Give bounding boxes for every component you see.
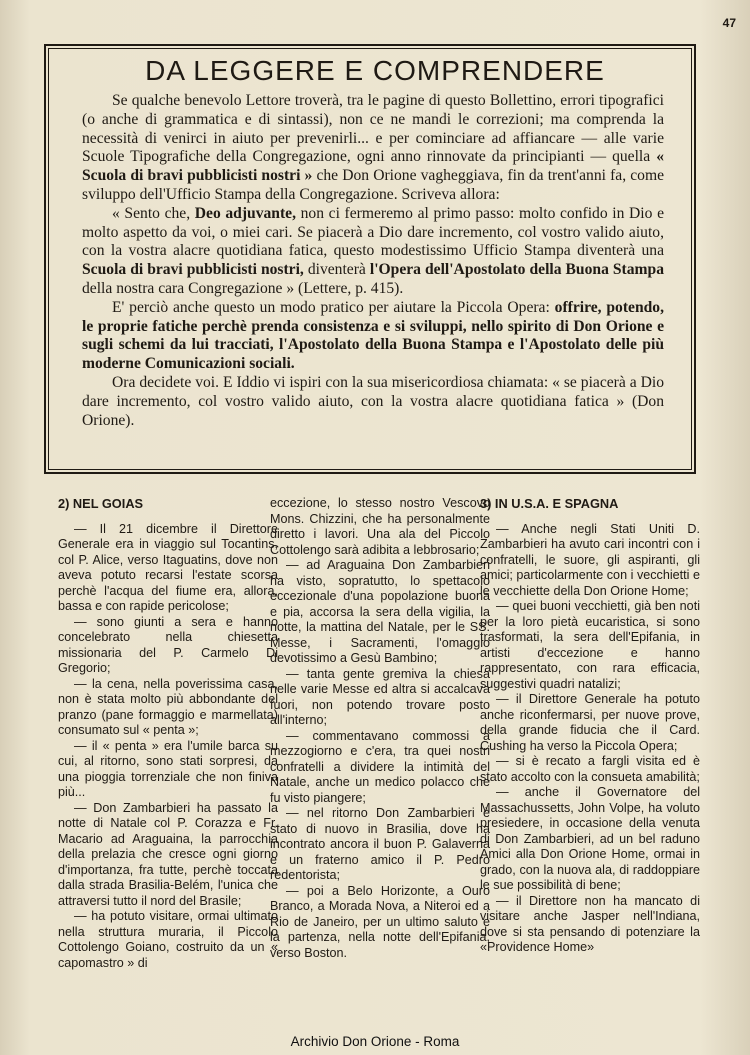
box-paragraph-4: Ora decidete voi. E Iddio vi ispiri con la sua misericordiosa chiamata: « se piacerà a Dio dare incremento, col vostro valido aiuto, con la vostra alacre quotidiana fatica » (Don Orione). (82, 373, 664, 429)
column-3-paragraph: — quei buoni vecchietti, già ben noti per la loro pietà eucaristica, si sono trasformati, la sera dell'Epifania, in artisti d'eccezione e hanno rappresentato, con rara efficacia, suggestivi quadri natalizi; (480, 599, 700, 691)
box-body (82, 92, 664, 430)
column-3-paragraph: — Anche negli Stati Uniti D. Zambarbieri ha avuto cari incontri con i confratelli, le suore, gli aspiranti, gli amici; particolarmente con i vecchietti e le vecchiette della Don Orione Home; (480, 521, 700, 598)
column-1-paragraph: — la cena, nella poverissima casa, non è stata molto più abbondante del pranzo (pane formaggio e marmellata) consumato sul « penta »; (58, 676, 278, 737)
box-paragraph-2: « Sento che, Deo adjuvante, non ci fermeremo al primo passo: molto confido in Dio e molto aspetto da voi, o miei cari. Se piacerà a Dio dare incremento, col vostro valido aiuto, con la vostra alacre quotidiana fatica, questo modestissimo Ufficio Stampa diventerà una Scuola di bravi pubblicisti nostri, diventerà l'Opera dell'Apostolato della Buona Stampa della nostra cara Congregazione » (Lettere, p. 415). (82, 204, 664, 297)
page-number: 47 (722, 16, 736, 30)
column-2 (270, 496, 490, 961)
column-2-paragraph: — commentavano commossi a mezzogiorno e c'era, tra quei nostri confratelli a dividere la intimità del Natale, anche un medico polacco che fu visto piangere; (270, 728, 490, 805)
column-2-paragraph: — ad Araguaina Don Zambarbieri ha visto, sopratutto, lo spettacolo eccezionale d'una popolazione buona e pia, accorsa la sera della vigilia, la notte, la mattina del Natale, per le SS. Messe, i Sacramenti, l'omaggio devotissimo a Gesù Bambino; (270, 558, 490, 665)
column-1-heading: 2) NEL GOIAS (58, 496, 144, 511)
column-3-paragraph: — il Direttore Generale ha potuto anche riconfermarsi, per nuove prove, della grande fiducia che il Card. Cushing ha verso la Piccola Opera; (480, 692, 700, 753)
column-1-paragraph: — il « penta » era l'umile barca su cui, al ritorno, sono stati sorpresi, da una pioggia torrenziale che non finiva più... (58, 738, 278, 799)
archive-footer: Archivio Don Orione - Roma (290, 1034, 460, 1049)
column-3 (480, 496, 700, 956)
column-1-paragraph: — Il 21 dicembre il Direttore Generale era in viaggio sul Tocantins, col P. Alice, verso Itaguatins, dove non aveva potuto recarsi l'estate scorsa perchè l'acqua del fiume era, allora, bassa e con rapide pericolose; (58, 521, 278, 613)
column-1-paragraph: — ha potuto visitare, ormai ultimato nella struttura muraria, il Piccolo Cottolengo Goiano, costruito da un « capomastro » di (58, 909, 278, 970)
box-paragraph-3: E' perciò anche questo un modo pratico per aiutare la Piccola Opera: offrire, potendo, le proprie fatiche perchè prenda consistenza e si sviluppi, nello spirito di Don Orione e sugli schemi da lui tracciati, l'Apostolato della Buona Stampa e l'Apostolato delle più moderne Comunicazioni sociali. (82, 298, 664, 373)
column-3-heading: 3) IN U.S.A. E SPAGNA (480, 496, 619, 511)
box-title: DA LEGGERE E COMPRENDERE (145, 55, 605, 86)
column-1-paragraph: — sono giunti a sera e hanno concelebrato nella chiesetta missionaria del P. Carmelo Di Gregorio; (58, 614, 278, 675)
box-paragraph-1: Se qualche benevolo Lettore troverà, tra le pagine di questo Bollettino, errori tipografici (o anche di grammatica e di sintassi), non ce ne mandi le correzioni; ma comprenda la necessità di venirci in aiuto per prevenirli... e per cominciare ad affiancare — alle varie Scuole Tipografiche della Congregazione, ogni anno rinnovate da principianti — quella « Scuola di bravi pubblicisti nostri » che Don Orione vagheggiava, fin da trent'anni fa, come sviluppo dell'Ufficio Stampa della Congregazione. Scriveva allora: (82, 92, 664, 203)
column-2-paragraph: — tanta gente gremiva la chiesa nelle varie Messe ed altra si accalcava fuori, non potendo trovare posto all'interno; (270, 666, 490, 727)
column-1-paragraph: — Don Zambarbieri ha passato la notte di Natale col P. Corazza e Fr. Macario ad Araguaina, la parrocchia della prelazia che cresce ogni giorno d'importanza, fra tutte, perchè toccata dalla strada Brasilia-Belém, l'unica che attraversi tutto il nord del Brasile; (58, 800, 278, 908)
column-1 (58, 496, 278, 971)
column-2-paragraph: — nel ritorno Don Zambarbieri è stato di nuovo in Brasilia, dove ha incontrato ancora il buon P. Galaverna e un fraterno amico il P. Pedro redentorista; (270, 806, 490, 882)
column-3-paragraph: — il Direttore non ha mancato di visitare anche Jasper nell'Indiana, dove si sta pensando di potenziare la «Providence Home» (480, 893, 700, 954)
column-2-paragraph: eccezione, lo stesso nostro Vescovo Mons. Chizzini, che ha personalmente diretto i lavori. Una ala del Piccolo Cottolengo sarà adibita a lebbrosario; (270, 496, 490, 557)
column-2-paragraph: — poi a Belo Horizonte, a Ouro Branco, a Morada Nova, a Niteroi ed a Rio de Janeiro, per un ultimo saluto e la partenza, nella notte dell'Epifania, verso Boston. (270, 883, 490, 960)
column-3-paragraph: — si è recato a fargli visita ed è stato accolto con la consueta amabilità; (480, 754, 700, 784)
column-3-paragraph: — anche il Governatore del Massachussetts, John Volpe, ha voluto presiedere, in occasione della venuta di Don Zambarbieri, ad un bel raduno Amici alla Don Orione Home, ormai in grado, con la nuova ala, di raddoppiare le sue possibilità di bene; (480, 785, 700, 892)
